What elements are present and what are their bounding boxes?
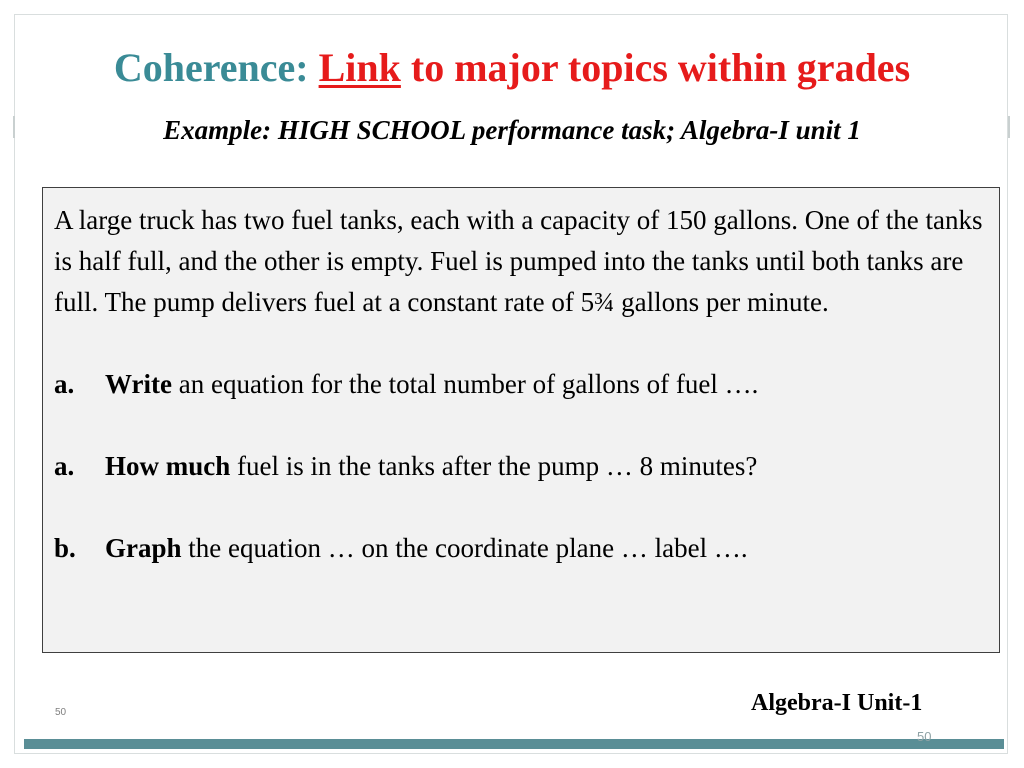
question-label: b. — [54, 533, 76, 563]
performance-task-box — [42, 187, 1000, 653]
title-prefix: Coherence: — [113, 45, 309, 90]
question-keyword: Write — [105, 369, 172, 399]
question-label: a. — [54, 451, 75, 481]
question-item — [54, 446, 989, 487]
question-text: the equation … on the coordinate plane … label …. — [181, 533, 748, 563]
question-text: an equation for the total number of gallons of fuel …. — [171, 369, 759, 399]
slide-subtitle: Example: HIGH SCHOOL performance task; Algebra-I unit 1 — [163, 115, 861, 145]
question-item — [54, 528, 989, 569]
slide-number-right: 50 — [917, 729, 932, 744]
task-problem-text: A large truck has two fuel tanks, each with a capacity of 150 gallons. One of the tanks is half full, and the other is empty. Fuel is pumped into the tanks until both tanks are full. The pump delivers fuel at a constant rate of 5¾ gallons per minute. — [54, 205, 983, 317]
question-keyword: How much — [105, 451, 231, 481]
slide-title — [0, 44, 1024, 92]
slide-number-left: 50 — [55, 707, 67, 718]
question-keyword: Graph — [105, 533, 182, 563]
title-suffix: to major topics within grades — [410, 45, 911, 90]
question-text: fuel is in the tanks after the pump … 8 minutes? — [230, 451, 758, 481]
question-item — [54, 364, 989, 405]
footer-bar — [24, 739, 1004, 749]
unit-label: Algebra-I Unit-1 — [751, 690, 923, 716]
title-link-word: Link — [318, 45, 401, 90]
question-label: a. — [54, 369, 75, 399]
